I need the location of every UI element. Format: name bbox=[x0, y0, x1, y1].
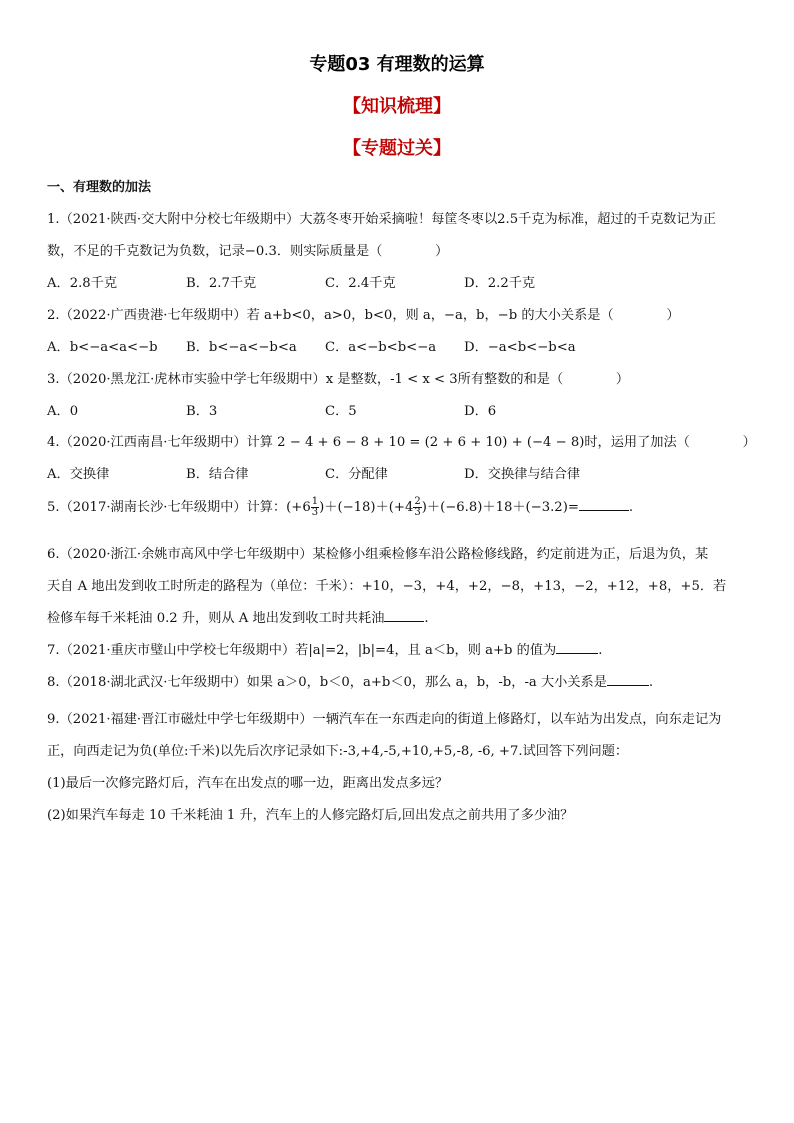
question-9-line-2: 正，向西走记为负(单位:千米)以先后次序记录如下:-3,+4,-5,+10,+5,-8, -6, +7.试回答下列问题： bbox=[47, 744, 629, 759]
question-6-line-3 bbox=[47, 607, 757, 626]
question-1-line-1: 1.（2021·陕西·交大附中分校七年级期中）大荔冬枣开始采摘啦！每筐冬枣以2.5千克为标准，超过的千克数记为正 bbox=[47, 212, 716, 227]
question-2-option-d: D．−a<b<−b<a bbox=[464, 340, 576, 355]
question-9-part-2: (2)如果汽车每走 10 千米耗油 1 升，汽车上的人修完路灯后,回出发点之前共用了多少油？ bbox=[47, 808, 574, 823]
question-3-option-d: D．6 bbox=[464, 404, 497, 419]
question-6-line-1: 6.（2020·浙江·余姚市高风中学七年级期中）某检修小组乘检修车沿公路检修线路，约定前进为正，后退为负，某 bbox=[47, 547, 709, 562]
question-6-line-3-text: 检修车每千米耗油 0.2 升，则从 A 地出发到收工时共耗油 bbox=[47, 611, 385, 626]
fraction-two-thirds bbox=[413, 497, 421, 518]
question-4-line-1: 4.（2020·江西南昌·七年级期中）计算 2 − 4 + 6 − 8 + 10 = (2 + 6 + 10) + (−4 − 8)时，运用了加法（ ） bbox=[47, 435, 756, 450]
question-8 bbox=[47, 671, 757, 690]
question-9-line-1: 9.（2021·福建·晋江市磁灶中学七年级期中）一辆汽车在一东西走向的街道上修路灯，以车站为出发点，向东走记为 bbox=[47, 712, 722, 727]
section-heading-exercises: 【专题过关】 bbox=[343, 138, 451, 159]
page-title: 专题03 有理数的运算 bbox=[309, 54, 485, 75]
question-7 bbox=[47, 639, 757, 658]
question-2-option-c: C．a<−b<b<−a bbox=[325, 340, 437, 355]
question-4-option-d: D．交换律与结合律 bbox=[464, 467, 581, 482]
question-5 bbox=[47, 496, 757, 518]
question-2-option-b: B．b<−a<−b<a bbox=[186, 340, 297, 355]
question-4-option-c: C．分配律 bbox=[325, 467, 388, 482]
section-title-addition: 一、有理数的加法 bbox=[47, 180, 152, 195]
question-8-text: 8.（2018·湖北武汉·七年级期中）如果 a＞0，b＜0，a+b＜0，那么 a，b，-b，-a 大小关系是 bbox=[47, 675, 607, 690]
question-6-line-2: 天自 A 地出发到收工时所走的路程为（单位：千米）：+10，−3，+4，+2，−8，+13，−2，+12，+8，+5．若 bbox=[47, 579, 727, 594]
question-5-prefix: 5.（2017·湖南长沙·七年级期中）计算：(+6 bbox=[47, 500, 311, 515]
answer-blank-7[interactable] bbox=[556, 641, 598, 654]
question-3-line-1: 3.（2020·黑龙江·虎林市实验中学七年级期中）x 是整数，-1 < x < 3所有整数的和是（ ） bbox=[47, 372, 630, 387]
answer-blank-8[interactable] bbox=[607, 673, 649, 686]
fraction-1-denominator: 3 bbox=[311, 507, 319, 518]
question-1-option-b: B．2.7千克 bbox=[186, 276, 257, 291]
question-9-part-1: (1)最后一次修完路灯后，汽车在出发点的哪一边，距离出发点多远？ bbox=[47, 776, 449, 791]
question-5-suffix: )＋(−6.8)＋18＋(−3.2)= bbox=[421, 500, 579, 515]
fraction-2-numerator: 2 bbox=[414, 496, 421, 507]
question-3-option-c: C．5 bbox=[325, 404, 357, 419]
question-3-option-a: A．0 bbox=[47, 404, 79, 419]
fraction-1-numerator: 1 bbox=[311, 496, 319, 507]
question-7-text: 7.（2021·重庆市璧山中学校七年级期中）若|a|=2，|b|=4，且 a＜b，则 a+b 的值为 bbox=[47, 643, 557, 658]
question-1-option-c: C．2.4千克 bbox=[325, 276, 396, 291]
section-heading-knowledge: 【知识梳理】 bbox=[343, 96, 451, 117]
answer-blank-6[interactable] bbox=[384, 609, 424, 622]
question-2-line-1: 2.（2022·广西贵港·七年级期中）若 a+b<0，a>0，b<0，则 a，−a，b，−b 的大小关系是（ ） bbox=[47, 308, 680, 323]
question-4-option-a: A．交换律 bbox=[47, 467, 110, 482]
fraction-one-third bbox=[311, 497, 319, 518]
question-5-end: . bbox=[628, 500, 634, 515]
fraction-2-denominator: 3 bbox=[414, 507, 421, 518]
question-8-end: . bbox=[648, 675, 654, 690]
question-6-end: . bbox=[424, 611, 429, 626]
question-1-line-2: 数，不足的千克数记为负数，记录−0.3．则实际质量是（ ） bbox=[47, 244, 449, 259]
question-2-option-a: A．b<−a<a<−b bbox=[47, 340, 158, 355]
question-5-mid: )＋(−18)＋(+4 bbox=[319, 500, 414, 515]
question-4-option-b: B．结合律 bbox=[186, 467, 249, 482]
question-3-option-b: B．3 bbox=[186, 404, 218, 419]
question-1-option-d: D．2.2千克 bbox=[464, 276, 536, 291]
answer-blank-5[interactable] bbox=[579, 498, 629, 511]
question-1-option-a: A．2.8千克 bbox=[47, 276, 118, 291]
question-7-end: . bbox=[598, 643, 603, 658]
